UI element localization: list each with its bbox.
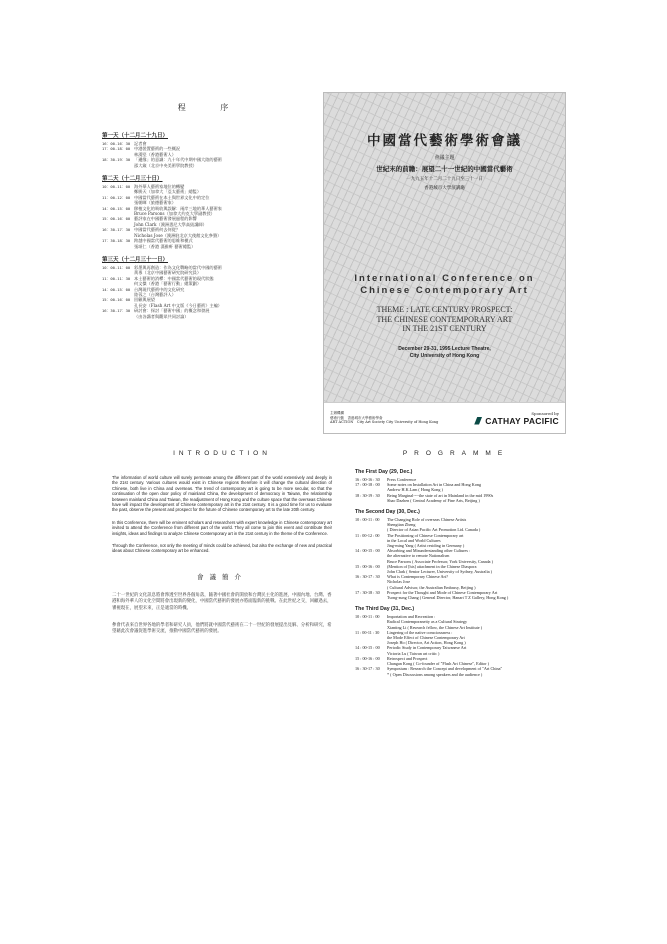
sponsor-name: CATHAY PACIFIC (485, 415, 559, 426)
schedule-description: Symposium : Research the Concept and development of "Art China" * ( Open Discussions among speakers and the audience ) (387, 666, 503, 677)
schedule-time: 16 : 00-16 : 30 (355, 477, 380, 482)
en-programme-days (345, 469, 567, 677)
schedule-row (355, 564, 567, 574)
day-heading: 第三天（十二月三十一日） (102, 256, 169, 263)
introduction-panel (102, 440, 342, 806)
schedule-time: 16 : 30-17 : 30 (355, 666, 380, 672)
schedule-description: The Changing Role of overseas Chinese Artists Shengtian Zheng ( Director of Asian Pacific Art Promotion Ltd. Canada ) (387, 517, 481, 533)
organizer-en: ART ACTION City Art Society City University of Hong Kong (330, 420, 439, 425)
poster-theme-line-1: THEME : LATE CENTURY PROSPECT: (376, 305, 513, 314)
schedule-description: 林漢堅（香港藝術人） (134, 151, 176, 157)
schedule-description: Some notes on Installation Art in China and Hong Kong Andrew H.K.Lam ( Hong Kong ) (387, 482, 482, 493)
schedule-description: Bruce Parsons（加拿大約克大學副教授） (134, 211, 215, 217)
schedule-description: 邵大箴（北京中央美術學院教授） (134, 162, 197, 168)
schedule-description: 鄭勝天（加拿大「亞太藝術」總監） (134, 189, 202, 195)
schedule-time: 16：30-17：30 (102, 308, 131, 314)
schedule-row (355, 666, 567, 676)
schedule-row (355, 645, 567, 655)
schedule-description: Periodic Study in Contemporary Taiwanese Art Victoria Lu ( Taiwan art critic ) (387, 645, 467, 656)
zh-programme-panel (102, 92, 320, 432)
organizer-zh: 藝術行動 香港城市大學藝術學會 (330, 415, 383, 420)
schedule-description: 跨越中國當代藝術的思維和模式 (134, 238, 193, 244)
schedule-time: 17：30-18：30 (102, 238, 131, 244)
schedule-row (102, 314, 320, 319)
schedule-time: 11 : 00-12 : 00 (355, 532, 380, 538)
introduction-paragraph: In this Conference, there will be eminent scholars and researchers with expert knowledge in Chinese contemporary art invited to attend the Conference from different part of the world. They all come to join this event and contribute their insights, ideas and findings to analyze Chinese Contemporary art in the 21st century in the theme of the Conference. (112, 519, 332, 536)
schedule-time: 17 : 00-18 : 00 (355, 482, 380, 488)
schedule-row (355, 517, 567, 533)
schedule-description: Nicholas Jose（澳洲駐北京大使館文化參贊） (134, 232, 222, 238)
schedule-row (355, 548, 567, 564)
zh-introduction-paragraph: 參會代表來自世界各地的學者和研究人員，他們將就中國當代藝術在二十一世紀的發展提出見解、分析和研究，希望藉此次會議促進學術交流，推動中國當代藝術的發展。 (112, 622, 332, 635)
introduction-title: INTRODUCTION (173, 450, 271, 457)
introduction-paragraph: Through the Conference, not only the meeting of minds could be achieved, but also the exchange of new and practical ideas about Chinese contemporary art be enhanced. (112, 543, 332, 554)
poster-zh-title: 中國當代藝術學術會議 (367, 133, 522, 149)
schedule-time: 16：00-16：30 (102, 141, 131, 146)
schedule-time: 14 : 00-15 : 00 (355, 645, 380, 651)
poster-date-line-1: December 29-31, 1995 Lecture Theatre, (398, 345, 491, 352)
schedule-time: 10 : 00-11 : 00 (355, 614, 380, 620)
zh-introduction-title: 會議簡介 (197, 572, 247, 581)
schedule-description: Retrospect and Prospect Changan Kong ( Co-founder of "Flash Art Chinese", Editor ) (387, 655, 490, 667)
poster-zh-theme: 世紀末的前瞻：展望二十一世紀的中國當代藝術 (376, 165, 513, 173)
day-heading: 第二天（十二月三十日） (102, 176, 163, 183)
poster-zh-date: 一九九五年十二月二十九日至三十一日 (406, 177, 483, 182)
en-programme-panel (345, 440, 567, 806)
schedule-time: 15：00-16：00 (102, 297, 131, 303)
schedule-row (355, 574, 567, 590)
schedule-description: What is Contemporary Chinese Art? Nicholas Jose ( Cultural Advisor, the Australian Embassy, Beijing ) (387, 574, 476, 590)
poster-footer (324, 402, 565, 433)
day-heading: 第一天（十二月二十九日） (102, 133, 169, 139)
schedule-description: The Positioning of Chinese Contemporary art in the Local and World Cultures Jing-ming Yang ( Artist residing in Germany ) (387, 532, 465, 549)
schedule-time (102, 163, 134, 168)
schedule-time: 17 : 30-18 : 30 (355, 589, 380, 595)
schedule-description: 孔長安（Flash Art 中文版《今日藝術》主編） (134, 302, 222, 308)
schedule-description: 張頌仁（香港 漢雅軒 藝術總監） (134, 243, 196, 249)
schedule-description: 中國當代藝術在本土與世界文化中的定位 (134, 194, 210, 200)
schedule-time: 18 : 30-19 : 30 (355, 492, 380, 498)
schedule-time: 14：00-15：00 (102, 286, 131, 292)
schedule-time: 16：30-17：30 (102, 227, 131, 233)
schedule-description: Importation and Recreation : Radical Contemporaneity as a Cultural Strategy Xianting Li ( Research fellow, the Chinese Art Institute ) (387, 614, 483, 630)
zh-introduction-paragraph: 二十一世紀的文化訊息將會滲透至世界各個角落，隨著中國社會的開放和台灣民主化的進展，中國內地、台灣、香港和海外華人的文化空間將會出現新的變化，中國當代藝術的發展亦將面臨新的挑戰。在此世紀之交，回顧過去，審視現在，展望未來，正是適當的時機。 (112, 592, 332, 612)
schedule-description: 彩墨與再創造：作為文化戰略的當代中國的藝術 (134, 264, 222, 270)
schedule-description: 研討會：探討「藝術中國」的概念和發展 (134, 308, 210, 314)
schedule-description: 藝評家在中國藝術發展過程的影響 (134, 216, 197, 222)
schedule-time: 11：00-12：00 (102, 194, 131, 200)
poster-zh-theme-label: 會議主題 (434, 155, 455, 161)
schedule-time: 10：00-11：00 (102, 184, 131, 190)
schedule-description: 海外華人藝術家地位的轉變 (134, 184, 185, 190)
conference-poster (323, 92, 566, 434)
en-programme-title: PROGRAMME (402, 450, 510, 457)
schedule-row (355, 656, 567, 666)
schedule-description: Press Conference (387, 477, 417, 482)
poster-theme-line-3: IN THE 21ST CENTURY (402, 324, 487, 333)
schedule-description: 本土藝術的消釋：中國當代藝術的現代狀態 (134, 275, 214, 281)
poster-date-venue (324, 346, 565, 360)
schedule-description: 中國當代藝術何去何從？ (134, 227, 181, 233)
poster-theme (324, 305, 565, 334)
day-heading: The Second Day (30, Dec.) (355, 509, 420, 516)
schedule-row (102, 244, 320, 249)
schedule-description: Prospect for the Thought and Mode of Chinese Contemporary Art Tsong-zung Chang ( General Director, Hanart T Z Gallery, Hong Kong ) (387, 589, 509, 601)
schedule-row (355, 590, 567, 600)
schedule-time: 15：00-16：00 (102, 216, 131, 222)
schedule-description: Being Marginal----the state of art in Mainland in the mid 1990s Shao Dazhen ( Central Academy of Fine Arts, Beijing ) (387, 492, 494, 503)
schedule-time (102, 244, 134, 249)
schedule-description: 陸蓉之（台灣藝評人） (134, 291, 176, 297)
zh-programme-title: 程 序 (177, 103, 245, 112)
schedule-time: 17：00-18：00 (102, 146, 131, 152)
schedule-time: 18：30-19：30 (102, 157, 131, 163)
schedule-row (355, 493, 567, 503)
schedule-row (355, 533, 567, 549)
introduction-paragraph: The information of world culture will surely permeate among the different part of the world extensively and deeply in the 21st century. Various cultures would exist in Chinese regions therefore it will change the cultural direction of Chinese, both live in China and overseas. The trend of contemporary art is going to be more secular, so that the continuation of the open door policy of mainland China, the development of democracy in Taiwan, the relationship between mainland China and Taiwan, the readjustment of Hong Kong and the culture space that the overseas Chinese have will impact the development of Chinese contemporary art in the 21st century. It is a good time for us to evaluate the past, observe the present and prospect for the future of Chinese contemporary art to the late 20th century. (112, 475, 332, 513)
schedule-description: (Mention of [his] attachment in the Chinese Diaspora John Clark ( Senior Lecturer, University of Sydney, Australia ) (387, 563, 493, 575)
schedule-time: 15 : 00-16 : 00 (355, 563, 380, 569)
cathay-pacific-logo (474, 416, 559, 426)
schedule-description: 中港裝置藝術的一些概況 (134, 146, 181, 152)
schedule-time: 16 : 30-17 : 30 (355, 574, 380, 580)
schedule-description: 記者會 (134, 141, 147, 146)
schedule-description: 台灣現代藝術中的文化研究 (134, 286, 185, 292)
schedule-description: Absorbing and Misunderstanding other Cultures : the alternative to remote Nationalism Bruce Parsons ( Associate Professor, York University, Canada ) (387, 548, 493, 564)
day-heading: The Third Day (31, Dec.) (355, 606, 415, 613)
sponsor-block (474, 411, 559, 426)
organizer-label: 主辦機構 (330, 411, 344, 416)
poster-en-title (324, 273, 565, 297)
schedule-row (355, 614, 567, 630)
poster-date-line-2: City University of Hong Kong (409, 352, 480, 359)
brushwing-icon (474, 417, 482, 425)
schedule-time: 10 : 00-11 : 00 (355, 517, 380, 523)
schedule-description: 黃專（北京中國藝術研究院研究員） (134, 270, 202, 276)
schedule-description: Lingering of the native consciousness : the Mode Effect of Chinese Contemporary Art Joseph Ho ( Director, Art Action, Hong Kong ) (387, 629, 466, 646)
schedule-time: 14 : 00-15 : 00 (355, 548, 380, 554)
schedule-time: 15 : 00-16 : 00 (355, 655, 380, 661)
sponsor-label: Sponsored by (531, 410, 559, 416)
poster-zh-venue: 香港城市大學演講廳 (424, 186, 465, 191)
schedule-description: 回顧與展望 (134, 297, 155, 303)
schedule-row (102, 163, 320, 168)
zh-programme-days (102, 131, 320, 319)
poster-en-title-line-2: Chinese Contemporary Art (360, 285, 529, 296)
schedule-time: 11 : 00-11 : 30 (355, 629, 380, 635)
schedule-row (355, 482, 567, 492)
poster-en-title-line-1: International Conference on (354, 273, 535, 284)
schedule-time: 10：00-11：00 (102, 264, 131, 270)
schedule-description: 移植文化的吸收與誤解：兩岸三地的華人藝術家 (134, 205, 222, 211)
schedule-description: （由各講者與觀眾共同討論） (134, 313, 189, 319)
schedule-description: 張朝暉（旅德藝術家） (134, 200, 176, 206)
poster-theme-line-2: THE CHINESE CONTEMPORARY ART (376, 314, 513, 324)
day-heading: The First Day (29, Dec.) (355, 469, 413, 475)
schedule-time: 14：00-15：00 (102, 205, 131, 211)
organizer-block (330, 411, 438, 425)
schedule-time (102, 314, 134, 319)
schedule-row (355, 630, 567, 646)
schedule-description: John Clark（澳洲悉尼大學高級講師） (134, 221, 207, 227)
schedule-time: 11：00-11：30 (102, 275, 131, 281)
schedule-description: 何文傑（香港「藝術行動」總策劃） (134, 281, 202, 287)
schedule-description: 「邊緣」的意識：九十年代中期中國大陸的藝術 (134, 157, 222, 163)
